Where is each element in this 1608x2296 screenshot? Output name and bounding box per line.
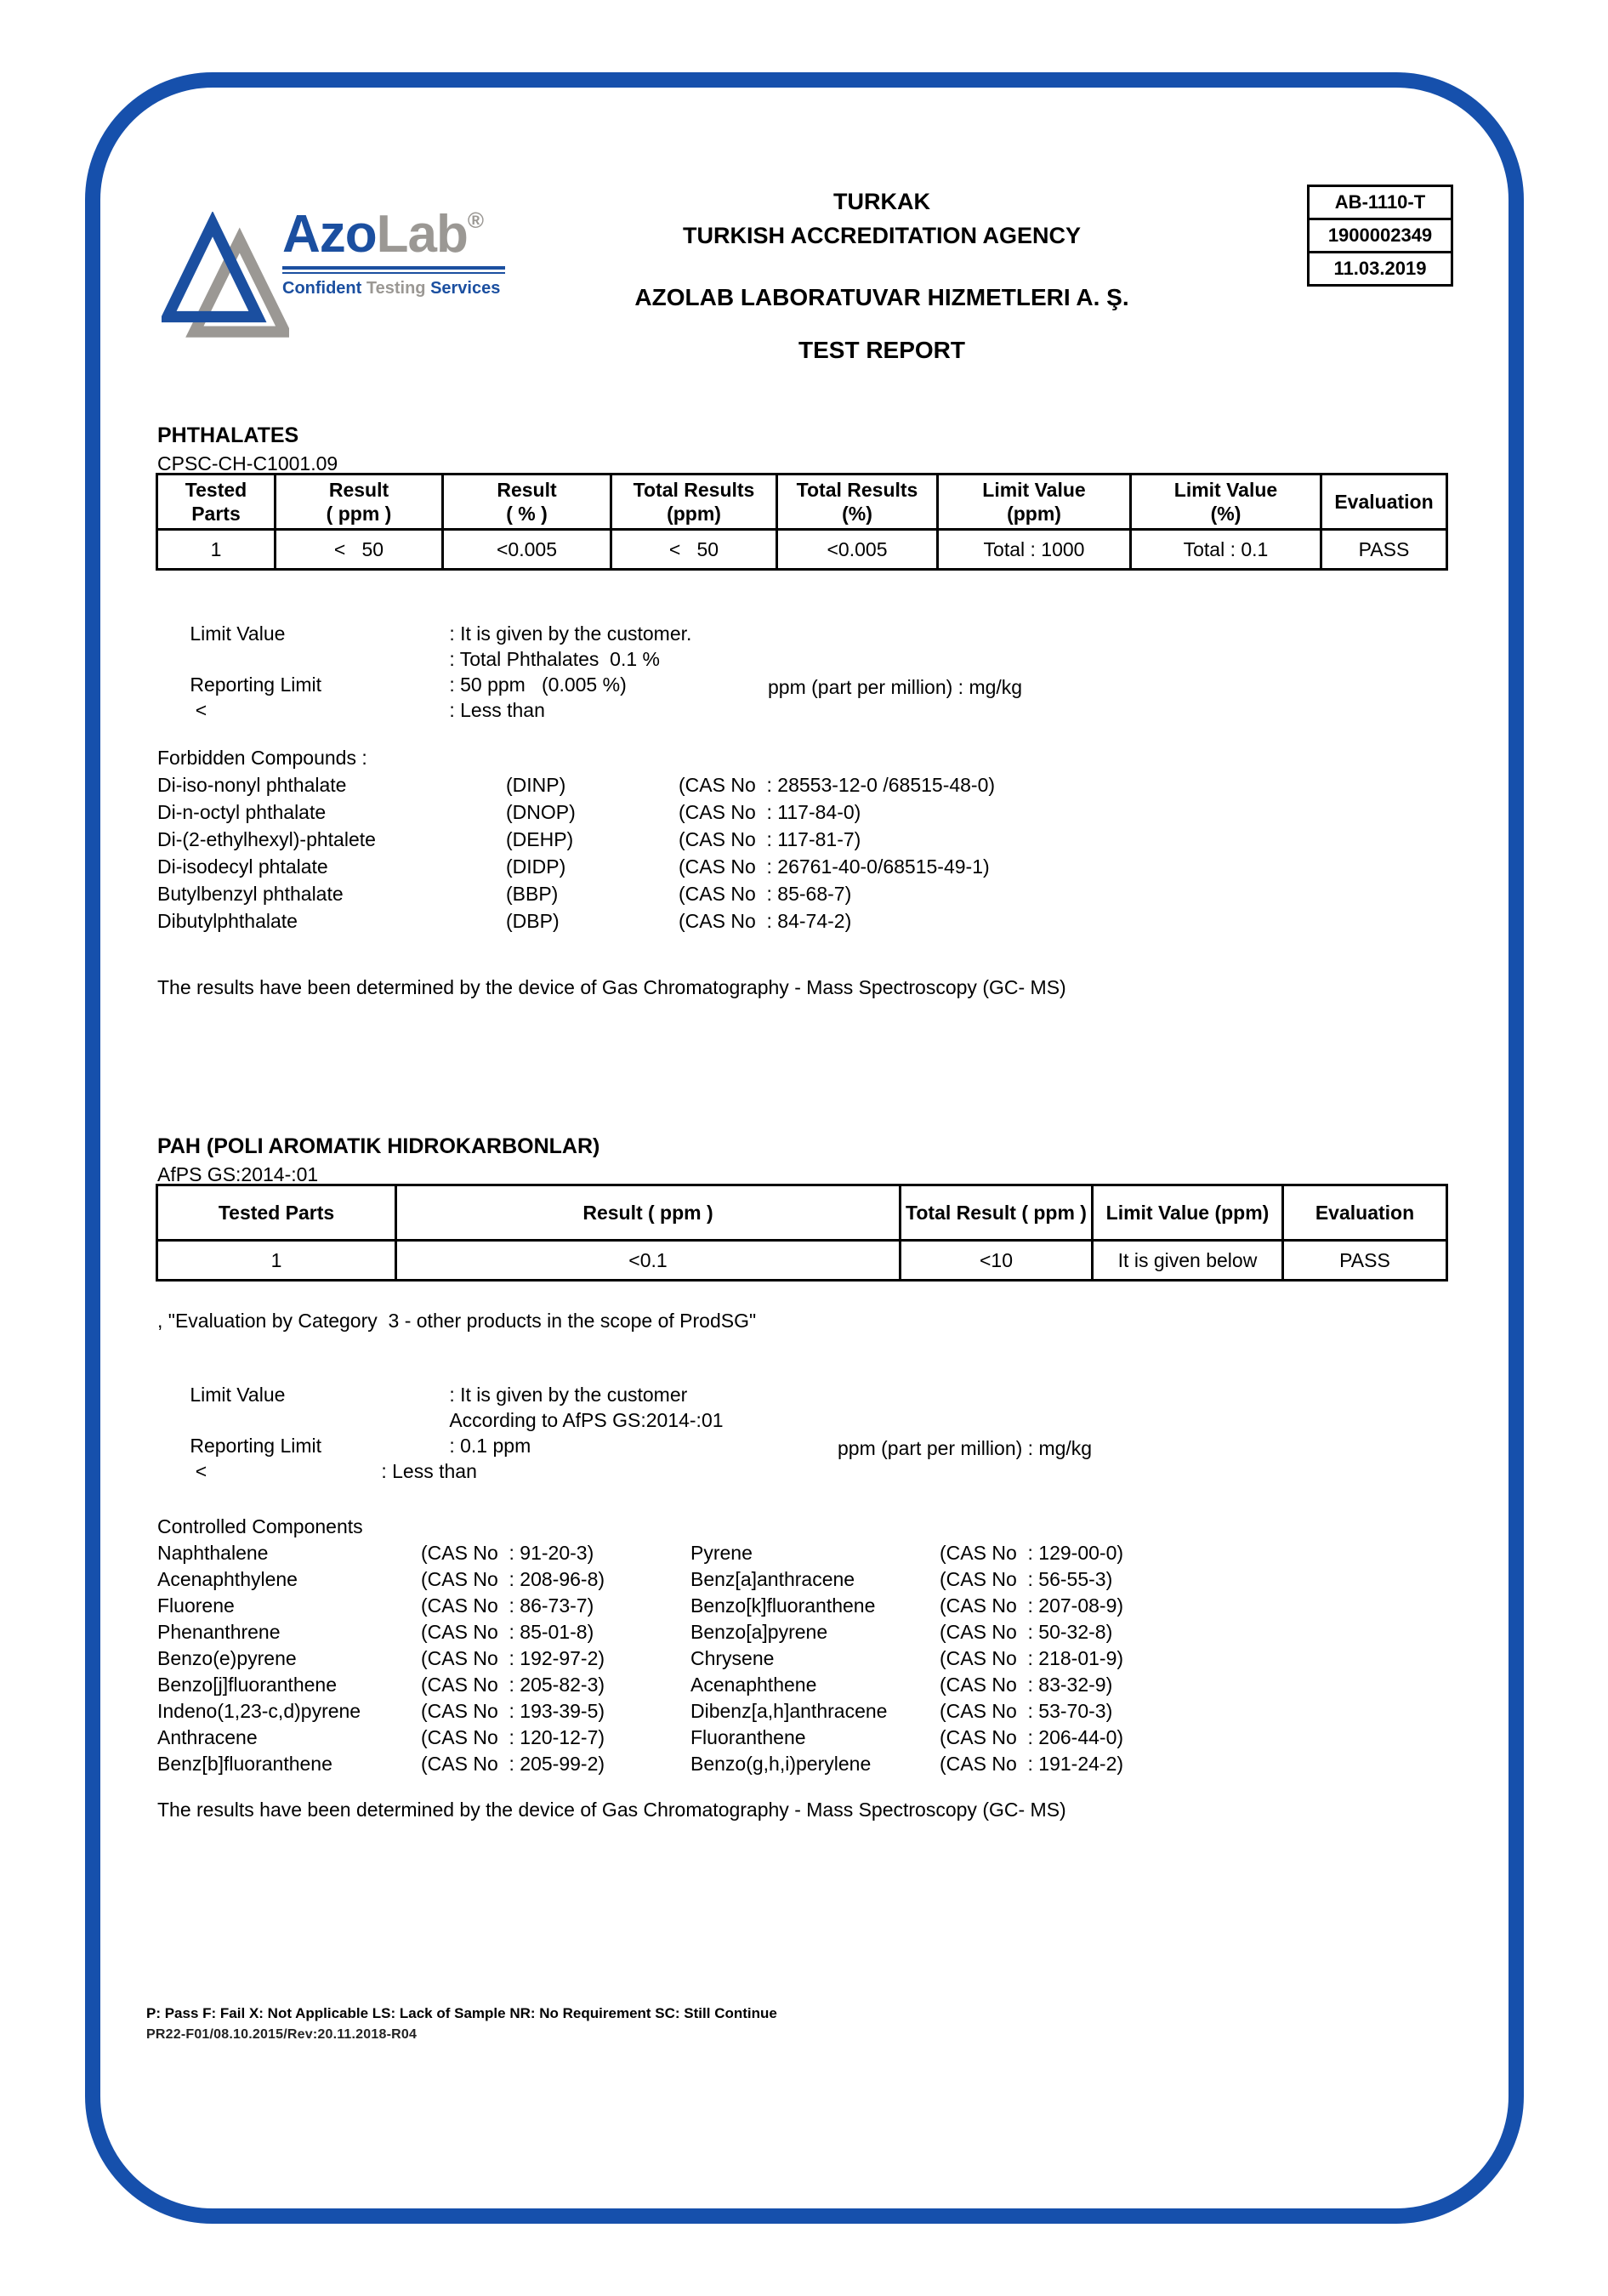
component-name: Indeno(1,23-c,d)pyrene — [157, 1700, 361, 1722]
col-header: Tested Parts — [157, 1185, 396, 1241]
component-cas: (CAS No : 91-20-3) — [421, 1542, 594, 1564]
pah-category-note: , "Evaluation by Category 3 - other products in the scope of ProdSG" — [157, 1310, 757, 1332]
component-cas: (CAS No : 205-99-2) — [421, 1753, 605, 1775]
cell-total-pct: <0.005 — [777, 530, 938, 570]
definition-value: : 50 ppm (0.005 %) — [449, 673, 627, 696]
definition-value: : Less than — [449, 699, 545, 721]
component-row — [157, 1674, 1123, 1700]
component-row — [157, 1542, 1123, 1568]
component-name: Benzo(g,h,i)perylene — [690, 1753, 872, 1775]
col-header: Total Result ( ppm ) — [901, 1185, 1093, 1241]
col-header: Evaluation — [1283, 1185, 1447, 1241]
cell-result-ppm: <0.1 — [396, 1241, 901, 1281]
component-name: Benzo[k]fluoranthene — [690, 1594, 876, 1617]
cell-tested-parts: 1 — [157, 1241, 396, 1281]
component-row — [157, 1594, 1123, 1621]
phthalates-results-table — [156, 473, 1448, 571]
component-name: Naphthalene — [157, 1542, 269, 1564]
cell-limit-pct: Total : 0.1 — [1131, 530, 1321, 570]
cell-total-ppm: < 50 — [611, 530, 777, 570]
component-cas: (CAS No : 192-97-2) — [421, 1647, 605, 1669]
phthalates-definitions — [157, 600, 1433, 721]
compound-cas: (CAS No : 28553-12-0 /68515-48-0) — [679, 774, 996, 796]
cell-result-ppm: < 50 — [276, 530, 443, 570]
azolab-wordmark — [282, 205, 505, 298]
compound-cas: (CAS No : 85-68-7) — [679, 883, 852, 905]
tagline-word: Confident — [282, 279, 366, 298]
compound-name: Di-(2-ethylhexyl)-phtalete — [157, 828, 376, 850]
report-number: AB-1110-T — [1309, 186, 1452, 219]
ppm-unit-note: ppm (part per million) : mg/kg — [768, 676, 1023, 698]
col-header: Result ( ppm ) — [396, 1185, 901, 1241]
brand-azo: Azo — [282, 205, 377, 264]
logo-rule-top — [282, 266, 505, 270]
accreditation-agency-short: TURKAK — [833, 189, 930, 214]
azolab-logo — [162, 205, 519, 344]
definition-term: Limit Value — [190, 1384, 286, 1406]
col-header: Limit Value (ppm) — [938, 475, 1131, 530]
phthalates-method: CPSC-CH-C1001.09 — [157, 452, 338, 475]
component-cas: (CAS No : 191-24-2) — [940, 1753, 1124, 1775]
compound-row — [157, 883, 995, 910]
compound-cas: (CAS No : 117-81-7) — [679, 828, 861, 850]
azolab-triangle-icon — [162, 212, 289, 339]
brand-lab: Lab — [376, 205, 468, 264]
accreditation-agency-name: TURKISH ACCREDITATION AGENCY — [683, 223, 1081, 248]
component-row — [157, 1647, 1123, 1674]
cell-tested-parts: 1 — [157, 530, 276, 570]
definition-value: According to AfPS GS:2014-:01 — [449, 1409, 724, 1431]
definition-line — [157, 1361, 1433, 1406]
cell-limit-value: It is given below — [1093, 1241, 1283, 1281]
component-name: Acenaphthylene — [157, 1568, 298, 1590]
compound-abbr: (DINP) — [506, 774, 566, 796]
compound-abbr: (BBP) — [506, 883, 559, 905]
component-cas: (CAS No : 208-96-8) — [421, 1568, 605, 1590]
laboratory-name: AZOLAB LABORATUVAR HIZMETLERI A. Ş. — [634, 284, 1129, 310]
compound-row — [157, 828, 995, 855]
col-header: Result ( % ) — [443, 475, 611, 530]
col-header: Tested Parts — [157, 475, 276, 530]
definition-term: Reporting Limit — [190, 1435, 322, 1457]
compound-abbr: (DBP) — [506, 910, 560, 932]
legend-value: No Requirement — [535, 2005, 656, 2021]
component-name: Benz[a]anthracene — [690, 1568, 855, 1590]
component-name: Fluorene — [157, 1594, 235, 1617]
brand-name — [282, 205, 505, 264]
table-row — [157, 1241, 1447, 1281]
legend-key: SC: — [655, 2005, 680, 2021]
component-name: Anthracene — [157, 1726, 258, 1748]
component-cas: (CAS No : 50-32-8) — [940, 1621, 1113, 1643]
col-header: Total Results (%) — [777, 475, 938, 530]
component-cas: (CAS No : 86-73-7) — [421, 1594, 594, 1617]
definition-value: : It is given by the customer. — [449, 622, 692, 645]
ppm-unit-note: ppm (part per million) : mg/kg — [838, 1437, 1093, 1459]
cell-evaluation: PASS — [1283, 1241, 1447, 1281]
component-name: Pyrene — [690, 1542, 753, 1564]
legend-value: Not Applicable — [263, 2005, 372, 2021]
component-cas: (CAS No : 206-44-0) — [940, 1726, 1124, 1748]
cell-limit-ppm: Total : 1000 — [938, 530, 1131, 570]
definition-term: Reporting Limit — [190, 673, 322, 696]
document-code: PR22-F01/08.10.2015/Rev:20.11.2018-R04 — [146, 2027, 418, 2042]
legend-value: Fail — [216, 2005, 249, 2021]
col-header: Result ( ppm ) — [276, 475, 443, 530]
legend-key: NR: — [509, 2005, 536, 2021]
controlled-components-list — [157, 1515, 1123, 1779]
component-cas: (CAS No : 193-39-5) — [421, 1700, 605, 1722]
pah-definitions — [157, 1361, 1433, 1482]
compound-name: Di-n-octyl phthalate — [157, 801, 327, 823]
pah-device-note: The results have been determined by the device of Gas Chromatography - Mass Spectroscopy (GC- MS) — [157, 1799, 1066, 1821]
definition-value: : It is given by the customer — [449, 1384, 688, 1406]
phthalates-device-note: The results have been determined by the device of Gas Chromatography - Mass Spectroscopy (GC- MS) — [157, 976, 1066, 998]
pah-section-title: PAH (POLI AROMATIK HIDROKARBONLAR) — [157, 1134, 600, 1158]
component-cas: (CAS No : 85-01-8) — [421, 1621, 594, 1643]
compound-row — [157, 910, 995, 937]
pah-results-table — [156, 1184, 1448, 1282]
component-name: Benz[b]fluoranthene — [157, 1753, 332, 1775]
component-name: Benzo[a]pyrene — [690, 1621, 828, 1643]
component-name: Benzo(e)pyrene — [157, 1647, 297, 1669]
report-info-box — [1307, 185, 1453, 287]
compound-abbr: (DEHP) — [506, 828, 574, 850]
component-row — [157, 1726, 1123, 1753]
col-header: Limit Value (%) — [1131, 475, 1321, 530]
compound-abbr: (DIDP) — [506, 855, 566, 878]
compound-row — [157, 801, 995, 828]
legend-value: Pass — [161, 2005, 203, 2021]
component-cas: (CAS No : 53-70-3) — [940, 1700, 1113, 1722]
forbidden-compounds-list — [157, 747, 995, 937]
component-name: Chrysene — [690, 1647, 775, 1669]
component-row — [157, 1621, 1123, 1647]
component-cas: (CAS No : 218-01-9) — [940, 1647, 1124, 1669]
legend-key: LS: — [372, 2005, 396, 2021]
col-header: Total Results (ppm) — [611, 475, 777, 530]
component-name: Fluoranthene — [690, 1726, 806, 1748]
table-header-row — [157, 475, 1447, 530]
page-title: TEST REPORT — [798, 337, 965, 363]
definition-line — [157, 625, 1433, 670]
component-cas: (CAS No : 205-82-3) — [421, 1674, 605, 1696]
component-cas: (CAS No : 83-32-9) — [940, 1674, 1113, 1696]
registered-mark-icon: ® — [467, 207, 484, 233]
component-row — [157, 1753, 1123, 1779]
report-date: 11.03.2019 — [1309, 253, 1452, 286]
definition-line — [157, 1437, 1433, 1482]
col-header: Limit Value (ppm) — [1093, 1185, 1283, 1241]
compound-cas: (CAS No : 117-84-0) — [679, 801, 861, 823]
legend-value: Lack of Sample — [395, 2005, 510, 2021]
cell-total-result: <10 — [901, 1241, 1093, 1281]
definition-term: < — [190, 1460, 213, 1482]
component-name: Benzo[j]fluoranthene — [157, 1674, 337, 1696]
cell-result-pct: <0.005 — [443, 530, 611, 570]
component-cas: (CAS No : 207-08-9) — [940, 1594, 1124, 1617]
legend-key: P: — [146, 2005, 161, 2021]
col-header: Evaluation — [1321, 475, 1447, 530]
logo-rule-bottom — [282, 272, 505, 274]
compound-row — [157, 774, 995, 801]
component-name: Acenaphthene — [690, 1674, 817, 1696]
compound-name: Di-iso-nonyl phthalate — [157, 774, 347, 796]
definition-line — [157, 676, 1433, 721]
definition-term: < — [190, 699, 213, 721]
tagline-word: Services — [430, 279, 501, 298]
controlled-components-title: Controlled Components — [157, 1515, 363, 1537]
pah-method: AfPS GS:2014-:01 — [157, 1163, 319, 1185]
legend-key: X: — [248, 2005, 264, 2021]
logo-tagline — [282, 279, 505, 298]
legend-value: Still Continue — [679, 2005, 777, 2021]
component-cas: (CAS No : 56-55-3) — [940, 1568, 1113, 1590]
definition-line — [157, 600, 1433, 645]
compound-name: Butylbenzyl phthalate — [157, 883, 344, 905]
cell-evaluation: PASS — [1321, 530, 1447, 570]
component-row — [157, 1568, 1123, 1594]
compound-name: Dibutylphthalate — [157, 910, 298, 932]
definition-value: : 0.1 ppm — [449, 1435, 531, 1457]
component-cas: (CAS No : 129-00-0) — [940, 1542, 1124, 1564]
report-id: 1900002349 — [1309, 219, 1452, 253]
component-cas: (CAS No : 120-12-7) — [421, 1726, 605, 1748]
component-name: Dibenz[a,h]anthracene — [690, 1700, 888, 1722]
compound-name: Di-isodecyl phtalate — [157, 855, 328, 878]
definition-value: : Total Phthalates 0.1 % — [449, 648, 660, 670]
definition-line — [157, 1386, 1433, 1431]
definition-value: : Less than — [381, 1460, 477, 1482]
component-row — [157, 1700, 1123, 1726]
definition-term: Limit Value — [190, 622, 286, 645]
forbidden-compounds-title: Forbidden Compounds : — [157, 747, 367, 769]
compound-row — [157, 855, 995, 883]
compound-abbr: (DNOP) — [506, 801, 576, 823]
table-header-row — [157, 1185, 1447, 1241]
component-name: Phenanthrene — [157, 1621, 281, 1643]
legend-key: F: — [202, 2005, 217, 2021]
compound-cas: (CAS No : 84-74-2) — [679, 910, 852, 932]
phthalates-section-title: PHTHALATES — [157, 423, 299, 447]
table-row — [157, 530, 1447, 570]
tagline-word: Testing — [366, 279, 431, 298]
compound-cas: (CAS No : 26761-40-0/68515-49-1) — [679, 855, 990, 878]
result-legend — [146, 2005, 777, 2022]
